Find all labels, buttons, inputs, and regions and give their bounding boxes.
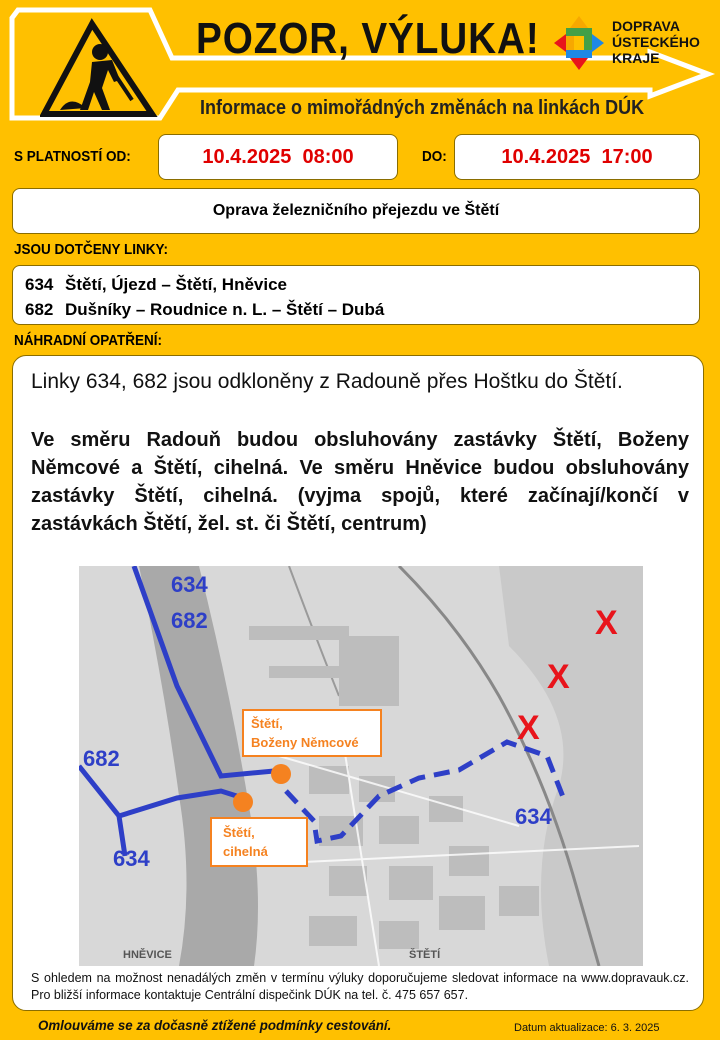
line-item [25,297,699,322]
update-date: Datum aktualizace: 6. 3. 2025 [514,1022,660,1034]
route-label-634: 634 [171,572,208,597]
stop-bozeny-nemcove [271,764,291,784]
to-value: 10.4.2025 17:00 [501,146,653,168]
place-label-steti: ŠTĚTÍ [409,949,441,961]
notice-text: S ohledem na možnost nenadálých změn v termínu výluky doporučujeme sledovat informace na www.dopravauk.cz. Pro bližší informace kontaktuje Centrální dispečink DÚK na tel. č. 475 657 657. [31,971,689,1002]
reason-box [12,188,700,234]
line-route: Dušníky – Roudnice n. L. – Štětí – Dubá [65,300,385,319]
reason-text: Oprava železničního přejezdu ve Štětí [212,202,500,219]
detour-map [79,566,643,966]
measures-detail: Ve směru Radouň budou obsluhovány zastávky Štětí, Boženy Němcové a Štětí, cihelná. Ve směru Hněvice budou obsluhovány zastávky Štětí, cihelná. (vyjma spojů, které začínají/končí v zastávkách Štětí, žel. st. či Štětí, centrum) [31,429,689,535]
duk-logo-icon [550,14,608,72]
lines-box [12,265,700,325]
route-label-634: 634 [113,846,150,871]
line-item [25,272,699,297]
logo-line-2: ÚSTECKÉHO [612,34,700,50]
from-value-box [158,134,398,180]
header [0,0,720,130]
lines-label: JSOU DOTČENY LINKY: [14,241,169,258]
stop-label-cihelna-line1: Štětí, [223,825,255,840]
closure-mark: X [595,604,618,642]
line-number: 682 [25,300,54,319]
to-value-box [454,134,700,180]
from-value: 10.4.2025 08:00 [202,146,354,168]
route-label-634: 634 [515,804,552,829]
line-number: 634 [25,275,54,294]
measures-label: NÁHRADNÍ OPATŘENÍ: [14,332,162,349]
line-route: Štětí, Újezd – Štětí, Hněvice [65,275,288,294]
closure-mark: X [517,709,540,747]
page-subtitle: Informace o mimořádných změnách na linkách DÚK [200,97,645,119]
logo-text [612,18,700,66]
measures-intro: Linky 634, 682 jsou odkloněny z Radouně přes Hoštku do Štětí. [31,370,623,393]
stop-label-cihelna-line2: cihelná [223,844,268,859]
closure-mark: X [547,658,570,696]
map-graphic [79,566,643,966]
page-title: POZOR, VÝLUKA! [196,14,540,63]
route-label-682: 682 [83,746,120,771]
route-label-682: 682 [171,608,208,633]
apology-text: Omlouváme se za dočasně ztížené podmínky cestování. [38,1017,392,1033]
stop-label-nemcove-line1: Štětí, [251,716,283,731]
stop-label-nemcove-line2: Boženy Němcové [251,735,359,750]
logo-line-1: DOPRAVA [612,18,680,34]
stop-cihelna [233,792,253,812]
place-label-hnevice: HNĚVICE [123,949,172,961]
from-label: S PLATNOSTÍ OD: [14,148,131,165]
measures-box [12,355,704,1011]
to-label: DO: [422,148,447,165]
road-worker-icon [40,14,160,124]
logo-line-3: KRAJE [612,50,660,66]
